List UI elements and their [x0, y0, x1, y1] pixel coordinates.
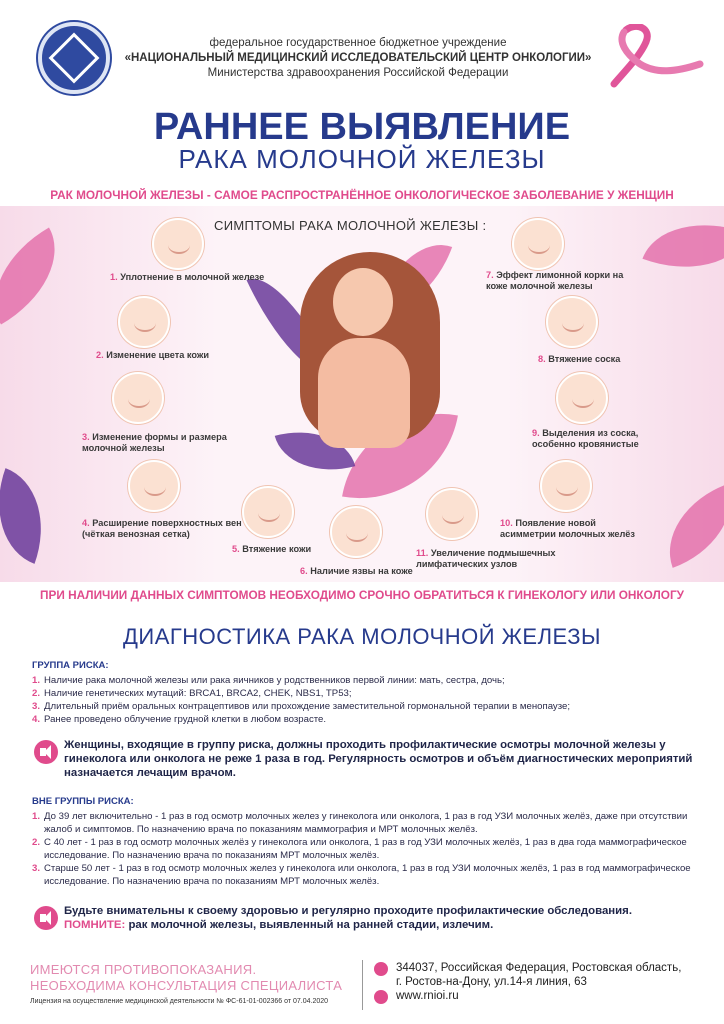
- decorative-leaf: [0, 228, 79, 325]
- symptoms-title: СИМПТОМЫ РАКА МОЛОЧНОЙ ЖЕЛЕЗЫ :: [214, 218, 487, 233]
- symptom-item: 10. Появление новой асимметрии молочных желёз: [500, 518, 635, 539]
- symptom-illustration: [118, 296, 170, 348]
- symptom-illustration: [556, 372, 608, 424]
- symptom-item: 3. Изменение формы и размера молочной железы: [82, 432, 227, 453]
- decorative-leaf: [0, 468, 62, 564]
- speaker-icon: [34, 740, 58, 764]
- diagnostics-title: ДИАГНОСТИКА РАКА МОЛОЧНОЙ ЖЕЛЕЗЫ: [122, 624, 601, 649]
- symptom-illustration: [242, 486, 294, 538]
- footer-divider: [362, 960, 363, 1010]
- location-icon: [374, 962, 388, 976]
- woman-illustration-face: [333, 268, 393, 336]
- web-icon: [374, 990, 388, 1004]
- symptom-illustration: [330, 506, 382, 558]
- symptom-item: 11. Увеличение подмышечных лимфатических узлов: [416, 548, 556, 569]
- contraindications-notice: ИМЕЮТСЯ ПРОТИВОПОКАЗАНИЯ. НЕОБХОДИМА КОНСУЛЬТАЦИЯ СПЕЦИАЛИСТА: [30, 962, 343, 993]
- org-line-2: «НАЦИОНАЛЬНЫЙ МЕДИЦИНСКИЙ ИССЛЕДОВАТЕЛЬСКИЙ ЦЕНТР ОНКОЛОГИИ»: [124, 52, 592, 64]
- symptom-illustration: [426, 488, 478, 540]
- remember-label: ПОМНИТЕ:: [64, 919, 126, 931]
- woman-illustration-body: [318, 338, 410, 448]
- symptom-item: 2. Изменение цвета кожи: [96, 350, 210, 360]
- license-text: Лицензия на осуществление медицинской деятельности № ФС-61-01-002366 от 07.04.2020: [30, 998, 329, 1005]
- address: 344037, Российская Федерация, Ростовская область, г. Ростов-на-Дону, ул.14-я линия, 63: [396, 962, 682, 988]
- non-risk-group-list: [32, 810, 702, 888]
- call-to-action: ПРИ НАЛИЧИИ ДАННЫХ СИМПТОМОВ НЕОБХОДИМО СРОЧНО ОБРАТИТЬСЯ К ГИНЕКОЛОГУ ИЛИ ОНКОЛОГУ: [40, 588, 684, 602]
- symptom-illustration: [540, 460, 592, 512]
- symptom-item: 6. Наличие язвы на коже: [300, 566, 413, 576]
- list-item: 1. Наличие рака молочной железы или рака яичников у родственников первой линии: мать, сестра, дочь;: [32, 675, 505, 686]
- symptom-item: 5. Втяжение кожи: [232, 544, 312, 554]
- decorative-leaf: [652, 484, 724, 568]
- speaker-icon: [34, 906, 58, 930]
- list-item: 1. До 39 лет включительно - 1 раз в год осмотр молочных желез у гинеколога или онколога, 1 раз в год УЗИ молочных желёз, даже при отсутствии жалоб и симптомов. По назначению врача по показаниям маммография и МРТ молочных желёз.: [32, 811, 688, 835]
- symptom-illustration: [512, 218, 564, 270]
- list-item: 3. Старше 50 лет - 1 раз в год осмотр молочных желез у гинеколога или онколога, 1 раз в год УЗИ молочных желёз, 1 раз в год маммографическое исследование. По назначению врача по показаниям МРТ молочных желёз.: [32, 863, 691, 887]
- final-note-line-2: ПОМНИТЕ: рак молочной железы, выявленный на ранней стадии, излечим.: [64, 919, 494, 931]
- organization-name: [118, 36, 598, 81]
- non-risk-group-label: ВНЕ ГРУППЫ РИСКА:: [32, 796, 134, 807]
- symptom-illustration: [152, 218, 204, 270]
- risk-group-note: Женщины, входящие в группу риска, должны проходить профилактические осмотры молочной железы у гинеколога или онколога не реже 1 раза в год. Регулярность осмотров и объём диагностических мероприятий назначается лечащим врачом.: [64, 739, 693, 779]
- list-item: 4. Ранее проведено облучение грудной клетки в любом возрасте.: [32, 714, 327, 725]
- symptom-item: 9. Выделения из соска, особенно кровянистые: [532, 428, 639, 449]
- symptom-item: 8. Втяжение соска: [538, 354, 621, 364]
- institution-logo: [38, 22, 110, 94]
- risk-group-label: ГРУППА РИСКА:: [32, 660, 109, 671]
- symptom-item: 1. Уплотнение в молочной железе: [110, 272, 265, 282]
- symptom-illustration: [546, 296, 598, 348]
- final-note: [64, 904, 694, 932]
- list-item: 2. Наличие генетических мутаций: BRCA1, BRCA2, CHEK, NBS1, TP53;: [32, 688, 352, 699]
- org-line-3: Министерства здравоохранения Российской Федерации: [207, 67, 509, 79]
- page-subtitle: РАКА МОЛОЧНОЙ ЖЕЛЕЗЫ: [178, 144, 546, 174]
- list-item: 3. Длительный приём оральных контрацептивов или прохождение заместительной гормональной терапии в менопаузе;: [32, 701, 571, 712]
- symptom-item: 4. Расширение поверхностных вен (чёткая венозная сетка): [82, 518, 242, 539]
- risk-group-list: [32, 674, 702, 726]
- symptom-illustration: [112, 372, 164, 424]
- symptom-illustration: [128, 460, 180, 512]
- symptom-item: 7. Эффект лимонной корки на коже молочной железы: [486, 270, 624, 291]
- website-link[interactable]: www.rnioi.ru: [396, 990, 459, 1002]
- decorative-leaf: [642, 206, 724, 290]
- org-line-1: федеральное государственное бюджетное учреждение: [209, 37, 507, 49]
- list-item: 2. С 40 лет - 1 раз в год осмотр молочных желёз у гинеколога или онколога, 1 раз в год УЗИ молочных желёз, 1 раз в два года маммографическое исследование. По назначению врача по показаниям МРТ молочных желёз.: [32, 837, 687, 861]
- final-note-line-1: Будьте внимательны к своему здоровью и регулярно проходите профилактические обследования.: [64, 905, 632, 917]
- pink-ribbon-icon: [596, 24, 704, 90]
- banner-statement: РАК МОЛОЧНОЙ ЖЕЛЕЗЫ - САМОЕ РАСПРОСТРАНЁННОЕ ОНКОЛОГИЧЕСКОЕ ЗАБОЛЕВАНИЕ У ЖЕНЩИН: [50, 188, 674, 202]
- page-title: РАННЕЕ ВЫЯВЛЕНИЕ: [153, 106, 571, 148]
